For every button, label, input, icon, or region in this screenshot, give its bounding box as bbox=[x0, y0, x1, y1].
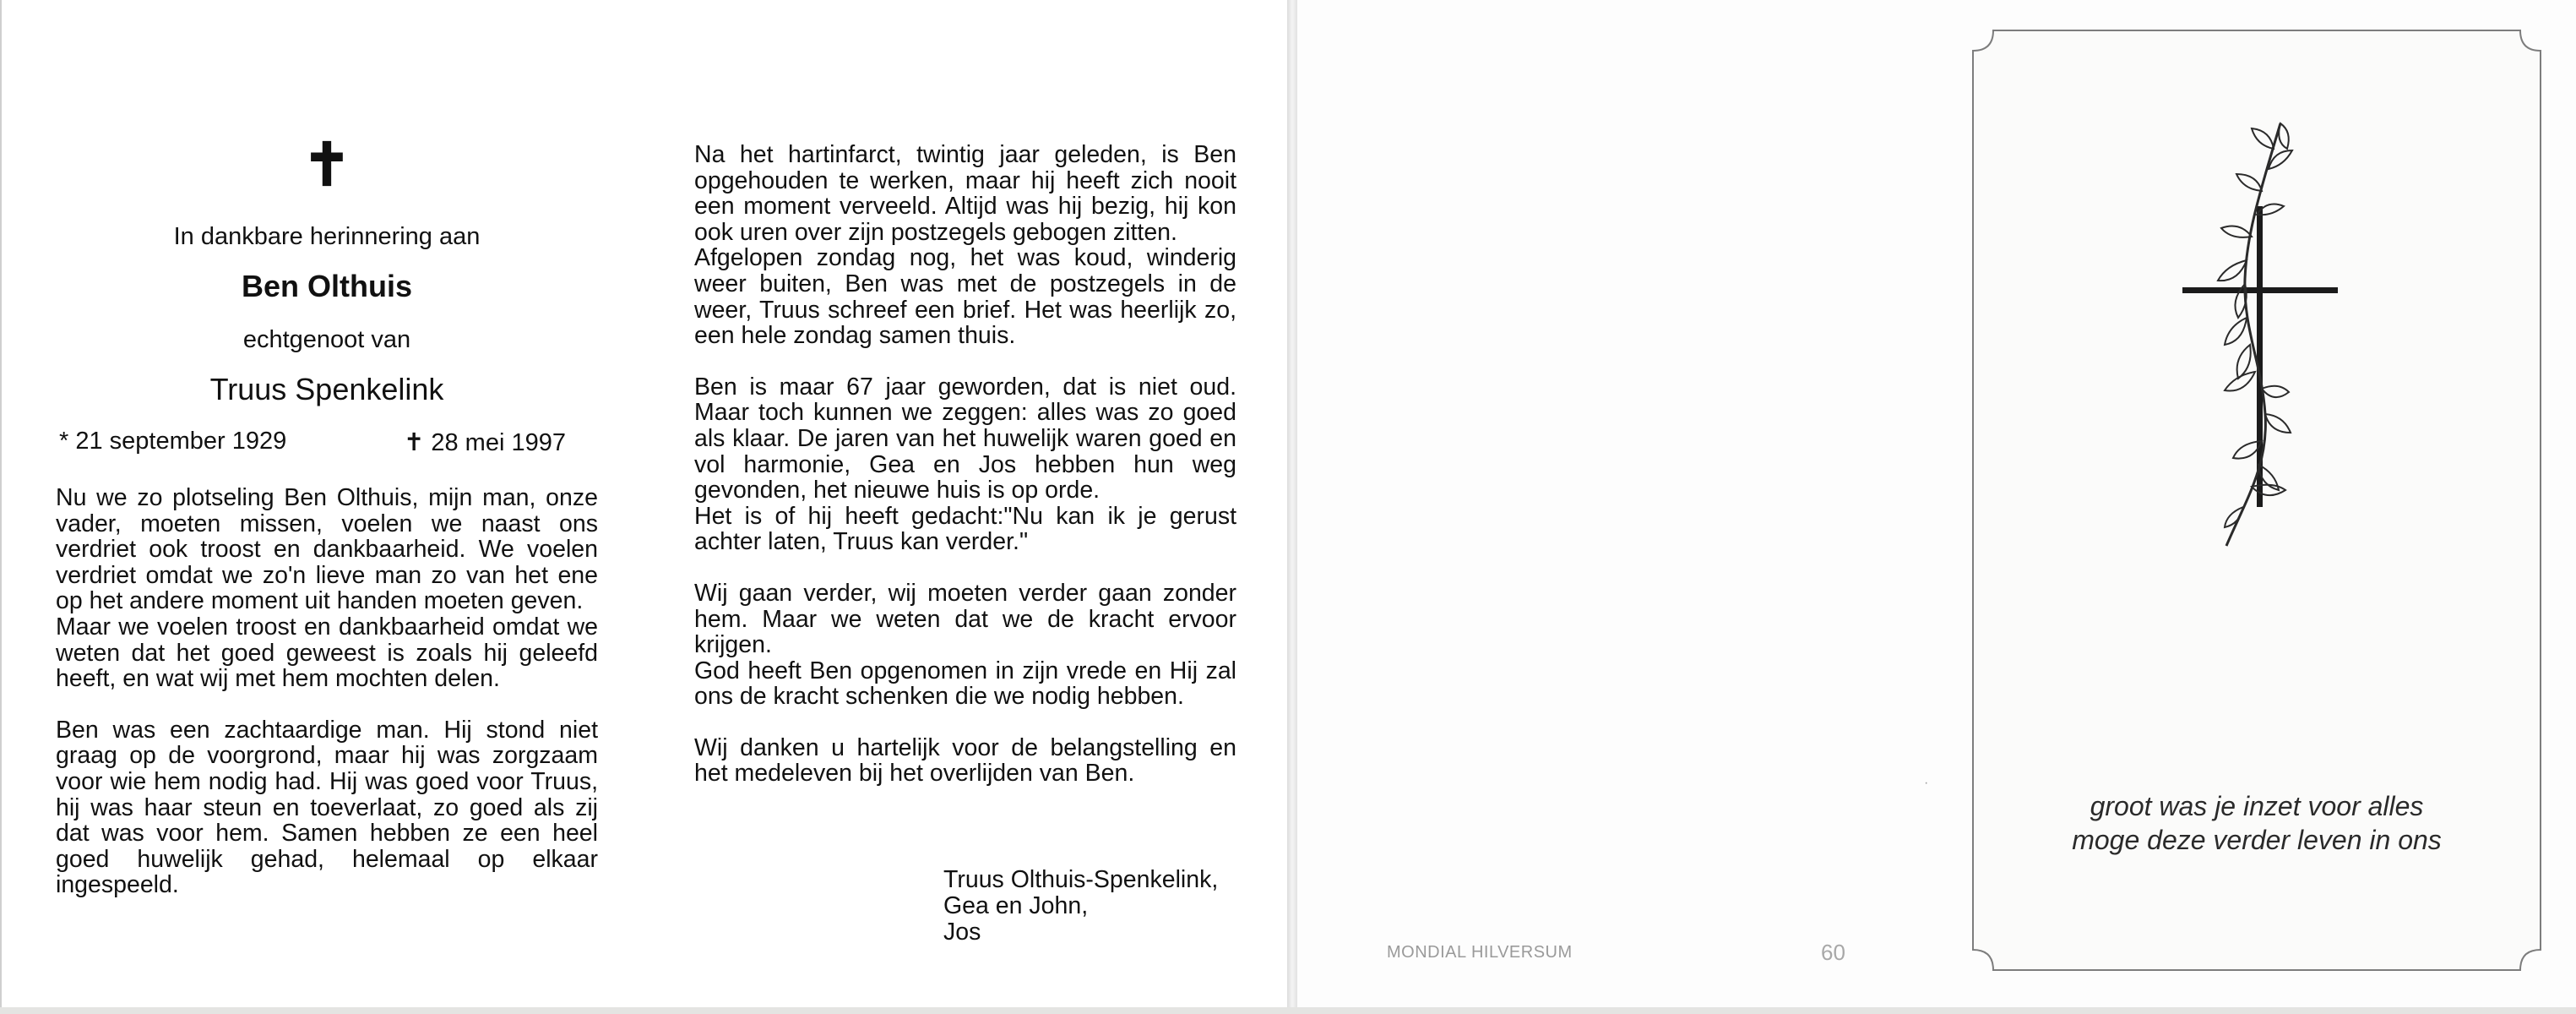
scan-bottom-edge bbox=[0, 1007, 2576, 1014]
death-date: ✝ 28 mei 1997 bbox=[404, 429, 566, 456]
left-text-column bbox=[56, 485, 598, 898]
deceased-name: Ben Olthuis bbox=[241, 269, 412, 303]
verse-line: moge deze verder leven in ons bbox=[2072, 825, 2442, 855]
spouse-label: echtgenoot van bbox=[242, 326, 411, 353]
signature-block bbox=[943, 867, 1218, 946]
paragraph: Ben was een zachtaardige man. Hij stond niet graag op de voorgrond, maar hij was zorgzaam voor wie hem nodig had. Hij was goed voor Truus, hij was haar steun en toeverlaat, zo goed als zij dat was voor hem. Samen hebben ze een heel goed huwelijk gehad, helemaal op elkaar ingespeeld. bbox=[56, 716, 598, 899]
paragraph: Wij gaan verder, wij moeten verder gaan zonder hem. Maar we weten dat we de kracht ervoor krijgen. bbox=[694, 579, 1236, 659]
right-text-column bbox=[694, 142, 1236, 787]
paragraph: Wij danken u hartelijk voor de belangstelling en het medeleven bij het overlijden van Ben. bbox=[694, 733, 1236, 788]
paragraph: Afgelopen zondag nog, het was koud, winderig weer buiten, Ben was met de postzegels in de weer, Truus schreef een brief. Het was heerlijk zo, een hele zondag samen thuis. bbox=[694, 244, 1236, 350]
paragraph: Maar we voelen troost en dankbaarheid omdat we weten dat het goed geweest is zoals hij geleefd heeft, en wat wij met hem mochten delen. bbox=[56, 613, 598, 693]
scan-speck: · bbox=[1924, 776, 1929, 790]
paragraph: Ben is maar 67 jaar geworden, dat is niet oud. Maar toch kunnen we zeggen: alles was zo goed als klaar. De jaren van het huwelijk waren goed en vol harmonie, Gea en Jos hebben hun weg gevonden, het nieuwe huis is op orde. bbox=[694, 373, 1236, 504]
signature-line: Truus Olthuis-Spenkelink, bbox=[943, 866, 1219, 893]
paragraph: Na het hartinfarct, twintig jaar geleden, is Ben opgehouden te werken, maar hij heeft zich nooit een moment verveeld. Altijd was hij bezig, hij kon ook uren over zijn postzegels gebogen zitten. bbox=[694, 141, 1236, 246]
signature-line: Jos bbox=[943, 919, 981, 946]
intro-text: In dankbare herinnering aan bbox=[173, 223, 481, 250]
page-number: 60 bbox=[1821, 940, 1845, 965]
verse-line: groot was je inzet voor alles bbox=[2090, 791, 2424, 821]
paragraph: God heeft Ben opgenomen in zijn vrede en Hij zal ons de kracht schenken die we nodig hebben. bbox=[694, 657, 1236, 711]
cross-with-olive-branch-icon bbox=[2162, 110, 2356, 558]
card-fold bbox=[1287, 0, 1297, 1007]
signature-line: Gea en John, bbox=[943, 892, 1089, 919]
printer-credit: MONDIAL HILVERSUM bbox=[1387, 943, 1573, 962]
paragraph: Nu we zo plotseling Ben Olthuis, mijn man, onze vader, moeten missen, voelen we naast ons verdriet ook troost en dankbaarheid. We voelen verdriet omdat we zo'n lieve man zo van het ene op het andere moment uit handen moeten geven. bbox=[56, 484, 598, 615]
paragraph: Het is of hij heeft gedacht:"Nu kan ik je gerust achter laten, Truus kan verder." bbox=[694, 502, 1236, 556]
cross-icon: ✝ bbox=[302, 132, 352, 198]
birth-date: * 21 september 1929 bbox=[59, 428, 287, 455]
spouse-name: Truus Spenkelink bbox=[209, 372, 444, 406]
